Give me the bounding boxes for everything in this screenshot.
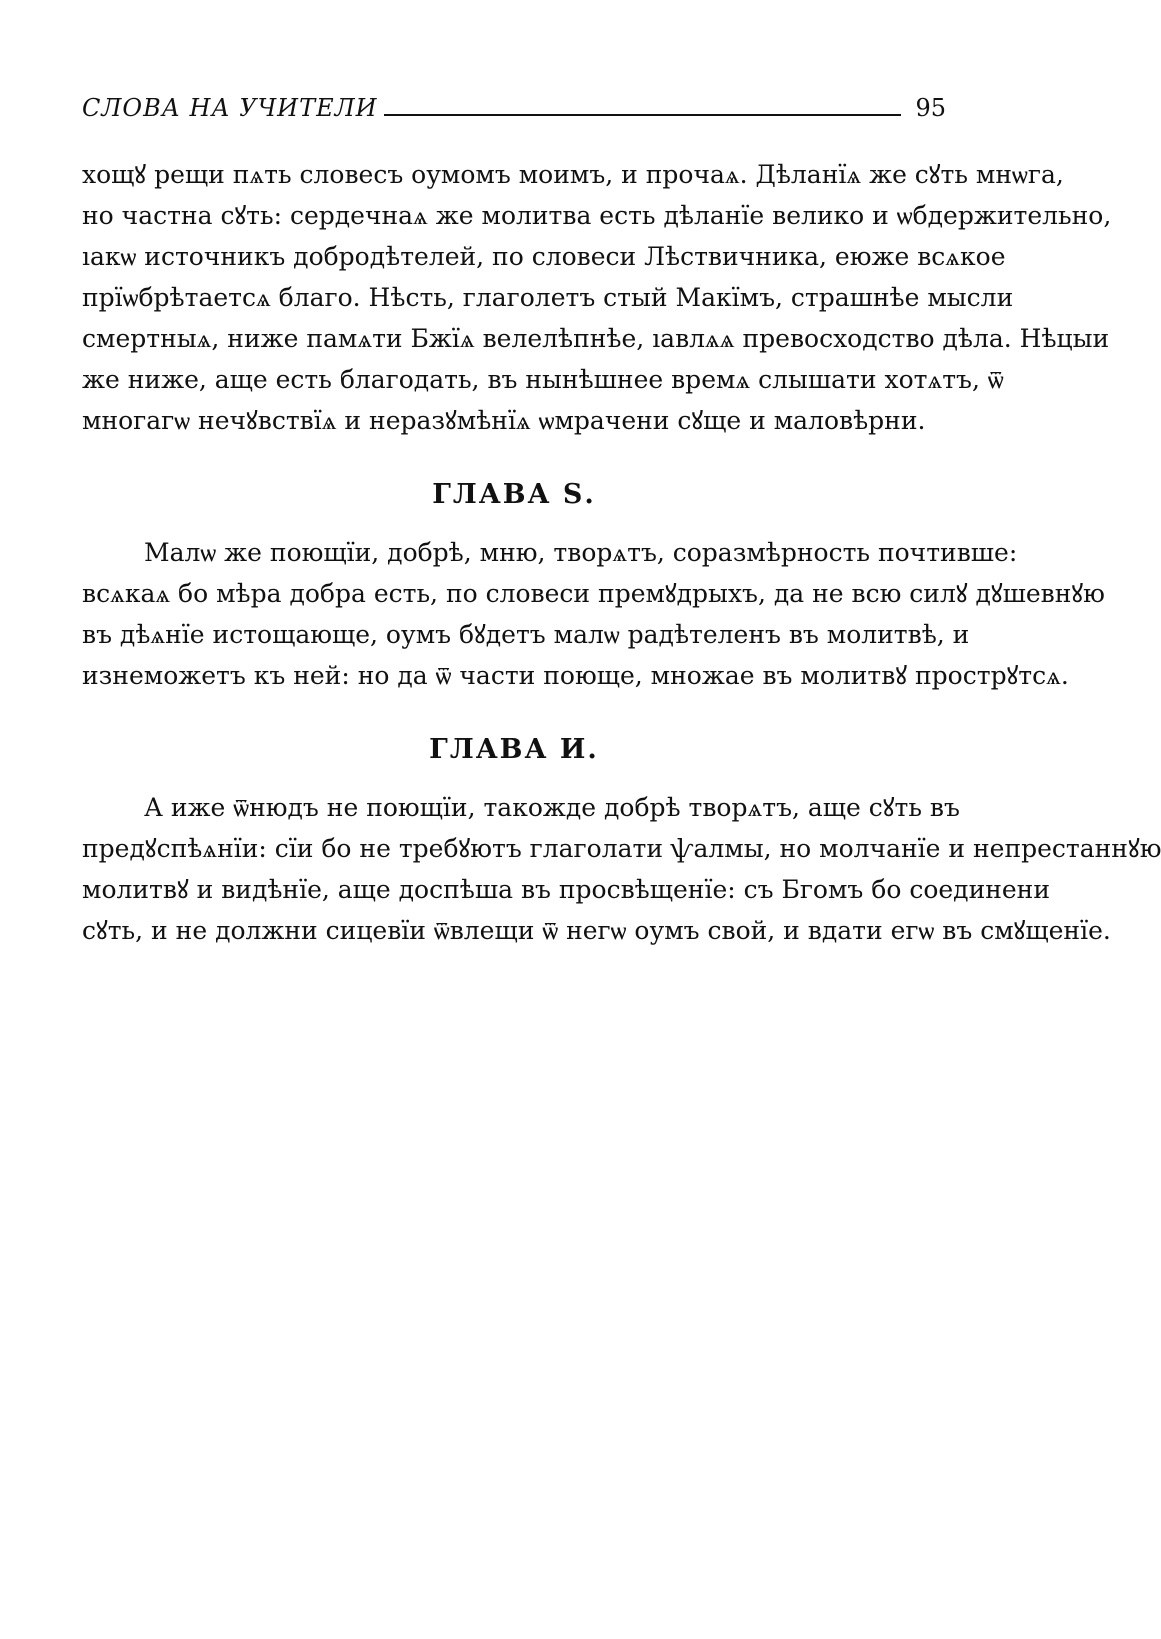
chapter-8-paragraph bbox=[82, 787, 1161, 951]
text-line: но частна сꙋть: сердечнаѧ же молитва есть дѣланїе велико и ѡбдержительно, bbox=[82, 201, 1112, 230]
text-line: прїѡбрѣтаетсѧ благо. Нѣсть, глаголетъ стый Макїмъ, страшнѣе мысли bbox=[82, 283, 1014, 312]
header-rule bbox=[384, 114, 902, 116]
running-title: СЛОВА НА УЧИТЕЛИ bbox=[82, 94, 378, 122]
text-line: молитвꙋ и видѣнїе, аще доспѣша въ просвѣщенїе: съ Бгомъ бо соединени bbox=[82, 875, 1051, 904]
text-line: же ниже, аще есть благодать, въ нынѣшнее времѧ слышати хотѧтъ, ѿ bbox=[82, 365, 1004, 394]
text-line: Малѡ же поющїи, добрѣ, мню, творѧтъ, соразмѣрность почтивше: bbox=[144, 538, 1018, 567]
text-line: въ дѣѧнїе истощающе, оумъ бꙋдетъ малѡ радѣтеленъ въ молитвѣ, и bbox=[82, 620, 970, 649]
intro-paragraph bbox=[82, 154, 1112, 441]
text-line: сꙋть, и не должни сицевїи ѿвлещи ѿ негѡ оумъ свой, и вдати егѡ въ смꙋщенїе. bbox=[82, 916, 1111, 945]
running-header bbox=[82, 94, 946, 128]
chapter-6-paragraph bbox=[82, 532, 1105, 696]
text-line: хощꙋ рещи пѧть словесъ оумомъ моимъ, и прочаѧ. Дѣланїѧ же сꙋть мнѡга, bbox=[82, 160, 1064, 189]
text-line: всѧкаѧ бо мѣра добра есть, по словеси премꙋдрыхъ, да не всю силꙋ дꙋшевнꙋю bbox=[82, 579, 1105, 608]
text-line: изнеможетъ къ ней: но да ѿ части поюще, множае въ молитвꙋ прострꙋтсѧ. bbox=[82, 661, 1069, 690]
text-line: многагѡ нечꙋвствїѧ и неразꙋмѣнїѧ ѡмрачени сꙋще и маловѣрни. bbox=[82, 406, 926, 435]
text-line: предꙋспѣѧнїи: сїи бо не требꙋютъ глаголати ѱалмы, но молчанїе и непрестаннꙋю bbox=[82, 834, 1161, 863]
chapter-8-heading: ГЛАВА И. bbox=[429, 734, 599, 765]
text-line: А иже ѿнюдъ не поющїи, такожде добрѣ творѧтъ, аще сꙋть въ bbox=[144, 793, 960, 822]
text-line: ıакѡ источникъ добродѣтелей, по словеси Лѣствичника, еюже всѧкое bbox=[82, 242, 1006, 271]
text-line: смертныѧ, ниже памѧти Бжїѧ велелѣпнѣе, ıавлѧѧ превосходство дѣла. Нѣцыи bbox=[82, 324, 1110, 353]
page bbox=[82, 94, 1161, 951]
chapter-6-heading: ГЛАВА Ѕ. bbox=[432, 479, 596, 510]
page-number: 95 bbox=[915, 94, 946, 122]
